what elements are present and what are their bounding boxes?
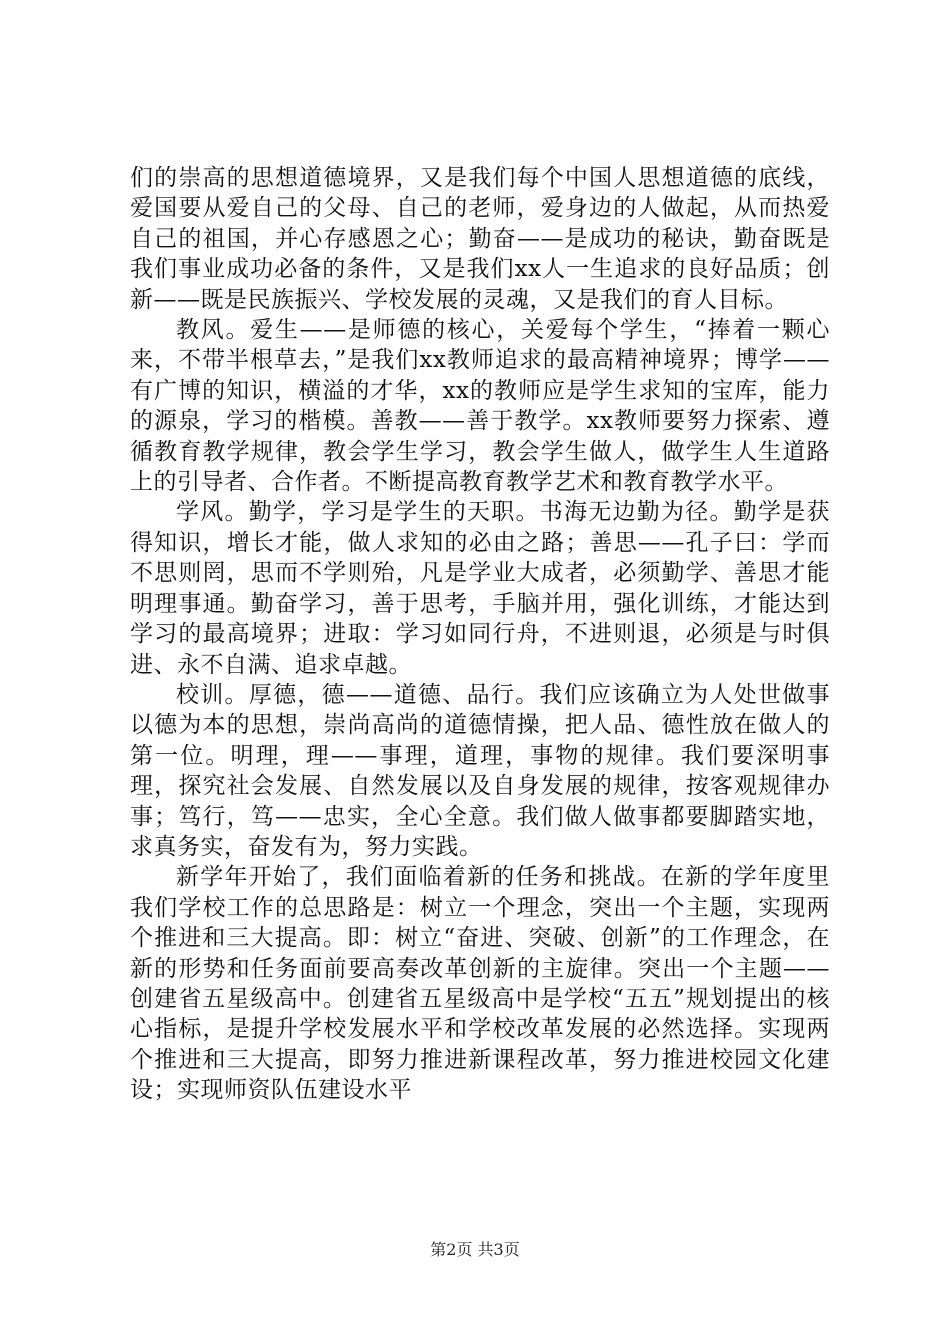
paragraph-continuation: 们的崇高的思想道德境界，又是我们每个中国人思想道德的底线，爱国要从爱自己的父母、自己的老师，爱身边的人做起，从而热爱自己的祖国，并心存感恩之心；勤奋——是成功的秘诀，勤奋既是我们事业成功必备的条件，又是我们xx人一生追求的良好品质；创新——既是民族振兴、学校发展的灵魂，又是我们的育人目标。	[130, 165, 830, 313]
page-number-footer: 第2页 共3页	[430, 1240, 520, 1259]
paragraph-teaching-style: 教风。爱生——是师德的核心，关爱每个学生，“捧着一颗心来，不带半根草去，”是我们xx教师追求的最高精神境界；博学——有广博的知识，横溢的才华，xx的教师应是学生求知的宝库，能力的源泉，学习的楷模。善教——善于教学。xx教师要努力探索、遵循教育教学规律，教会学生学习，教会学生做人，做学生人生道路上的引导者、合作者。不断提高教育教学艺术和教育教学水平。	[130, 317, 830, 496]
document-body	[130, 163, 830, 1106]
paragraph-new-school-year: 新学年开始了，我们面临着新的任务和挑战。在新的学年度里我们学校工作的总思路是：树立一个理念，突出一个主题，实现两个推进和三大提高。即：树立“奋进、突破、创新”的工作理念，在新的形势和任务面前要高奏改革创新的主旋律。突出一个主题——创建省五星级高中。创建省五星级高中是学校“五五”规划提出的核心指标，是提升学校发展水平和学校改革发展的必然选择。实现两个推进和三大提高，即努力推进新课程改革，努力推进校园文化建设；实现师资队伍建设水平	[130, 864, 830, 1104]
paragraph-school-motto: 校训。厚德，德——道德、品行。我们应该确立为人处世做事以德为本的思想，崇尚高尚的道德情操，把人品、德性放在做人的第一位。明理，理——事理，道理，事物的规律。我们要深明事理，探究社会发展、自然发展以及自身发展的规律，按客观规律办事；笃行，笃——忠实，全心全意。我们做人做事都要脚踏实地，求真务实，奋发有为，努力实践。	[130, 681, 830, 860]
paragraph-study-style: 学风。勤学，学习是学生的天职。书海无边勤为径。勤学是获得知识，增长才能，做人求知的必由之路；善思——孔子曰：学而不思则罔，思而不学则殆，凡是学业大成者，必须勤学、善思才能明理事通。勤奋学习，善于思考，手脑并用，强化训练，才能达到学习的最高境界；进取：学习如同行舟，不进则退，必须是与时俱进、永不自满、追求卓越。	[130, 499, 830, 678]
